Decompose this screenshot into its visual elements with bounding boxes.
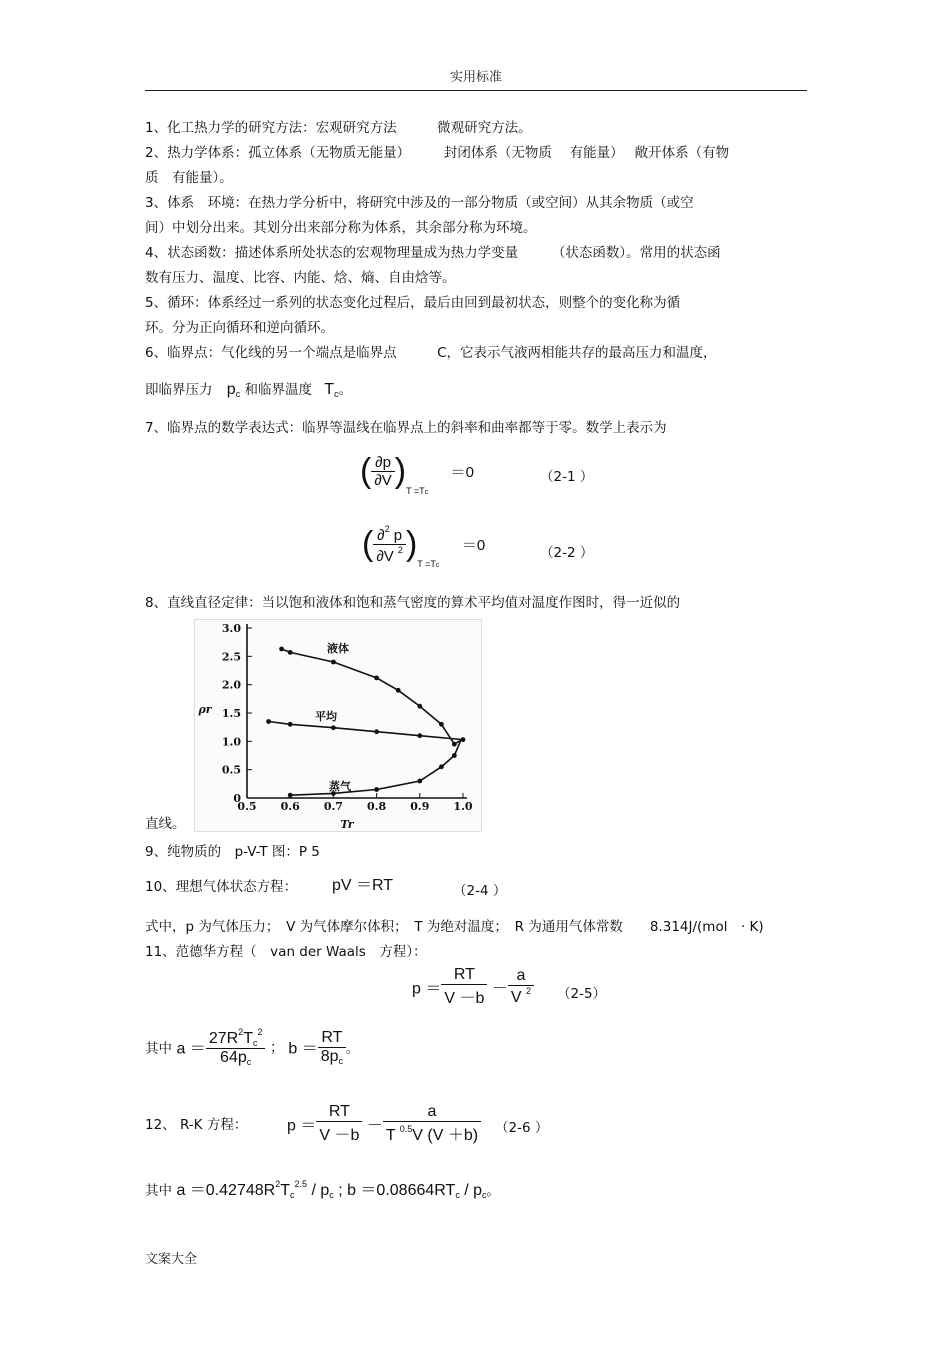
item-5: 5、循环：体系经过一系列的状态变化过程后，最后由回到最初状态，则整个的变化称为循 [145,295,681,311]
data-point [374,675,379,680]
data-point [439,764,444,769]
data-point [266,719,271,724]
item-4: 4、状态函数：描述体系所处状态的宏观物理量成为热力学变量 （状态函数）。常用的状态函 [145,245,721,261]
y-axis-label: ρr [198,703,212,716]
x-tick-label: 0.9 [410,800,430,813]
y-tick-label: 0 [233,792,241,805]
series-label: 液体 [327,642,349,655]
data-point [417,704,422,709]
rk-constants-label: 其中 [145,1183,172,1198]
data-point [331,660,336,665]
y-tick-label: 2.0 [221,678,241,692]
item-1: 1、化工热力学的研究方法：宏观研究方法 微观研究方法。 [145,120,532,136]
data-point [374,787,379,792]
series-label: 蒸气 [329,780,351,793]
item-9: 9、纯物质的 p-V-T 图：P 5 [145,844,320,860]
item-11: 11、范德华方程（ van der Waals 方程）： [145,944,427,960]
item-3: 3、体系 环境：在热力学分析中，将研究中涉及的一部分物质（或空间）从其余物质（或空 [145,195,694,211]
eq-2-5-number: （2-5） [557,986,607,1002]
critical-pressure-label: 即临界压力 [145,382,213,398]
data-point [331,725,336,730]
item-12: 12、 R-K 方程： [145,1117,248,1133]
item-10-notes: 式中，p 为气体压力； V 为气体摩尔体积； T 为绝对温度； R 为通用气体常数 8.314J/(mol · K) [145,919,764,935]
data-point [439,722,444,727]
equation-2-1: ( $\frac{\partial p}{\partial V}$ )$_{T =Tc} =0$ [360,452,474,496]
x-axis-label: Tr [340,818,354,831]
vdw-constants-label: 其中 [145,1041,172,1056]
ideal-gas-label: 10、理想气体状态方程： [145,879,298,895]
y-tick-label: 1.0 [221,735,241,749]
data-point [417,733,422,738]
equation-2-2: ( $\frac{\partial^2 p}{\partial V ^2}$ )$_{T =Tc} =0$ [362,524,486,569]
data-point [396,688,401,693]
page-header: 实用标准 [449,70,502,85]
item-7: 7、临界点的数学表达式：临界等温线在临界点上的斜率和曲率都等于零。数学上表示为 [145,420,667,436]
equation-2-5: p ＝ $\frac{RT}{V -b}$ － $\frac{a}{V ^2}$ [412,966,534,1008]
item-2: 2、热力学体系：孤立体系（无物质无能量） 封闭体系（无物质 有能量） 敞开体系（有物 [145,145,730,161]
header-rule [145,90,807,91]
item-8-cont: 直线。 [145,816,186,832]
x-tick-label: 0.6 [280,800,300,813]
item-2-cont: 质 有能量）。 [145,170,233,186]
x-tick-label: 0.5 [237,800,257,813]
eq-2-1-number: （2-1 ） [540,469,594,485]
item-3-cont: 间）中划分出来。其划分出来部分称为体系，其余部分称为环境。 [145,220,537,236]
y-tick-label: 1.5 [221,707,241,720]
series-line [282,649,461,744]
rk-constants: 其中 $a =0.42748R^2T_c^{2.5} / p_c$ ; $b =0.08664RT_c / p_c$。 [145,1179,500,1200]
data-point [452,742,457,747]
eq-2-2-number: （2-2 ） [540,545,594,561]
eq-2-4-number: （2-4 ） [453,883,507,899]
y-tick-label: 2.5 [221,650,241,664]
y-tick-label: 3.0 [221,622,241,635]
data-point [288,722,293,727]
item-6-cont: 即临界压力 $p_c$ 和临界温度 $T_c$。 [145,381,353,399]
item-4-cont: 数有压力、温度、比容、内能、焓、熵、自由焓等。 [145,270,456,286]
data-point [452,753,457,758]
data-point [288,650,293,655]
rectilinear-diameter-chart [194,619,482,832]
data-point [461,737,466,742]
series-line [269,722,463,740]
page-footer: 文案大全 [145,1252,198,1267]
vdw-constants: 其中 a ＝ $\frac{27R^2T_c^2}{64p_c}$ ； b ＝ $\frac{RT}{8p_c}$ 。 [145,1027,360,1067]
data-point [417,779,422,784]
item-8: 8、直线直径定律：当以饱和液体和饱和蒸气密度的算术平均值对温度作图时，得一近似的 [145,595,681,611]
y-tick-label: 0.5 [221,763,241,777]
item-5-cont: 环。分为正向循环和逆向循环。 [145,320,334,336]
data-point [288,793,293,798]
item-6: 6、临界点：气化线的另一个端点是临界点 C，它表示气液两相能共存的最高压力和温度， [145,345,717,361]
equation-2-6: p ＝ $\frac{RT}{V -b}$ － $\frac{a}{T ^{0.5}V (V +b)}$ [287,1103,481,1145]
chart-svg [195,620,481,831]
critical-temperature-label: 和临界温度 [244,382,312,398]
series-line [290,740,461,795]
x-tick-label: 0.8 [367,800,387,813]
x-tick-label: 0.7 [323,800,343,813]
eq-2-6-number: （2-6 ） [495,1120,549,1136]
data-point [279,647,284,652]
item-10 [145,877,394,896]
ideal-gas-equation: pV ＝RT [332,877,394,894]
data-point [374,729,379,734]
series-label: 平均 [315,710,337,723]
x-tick-label: 1.0 [453,800,473,813]
